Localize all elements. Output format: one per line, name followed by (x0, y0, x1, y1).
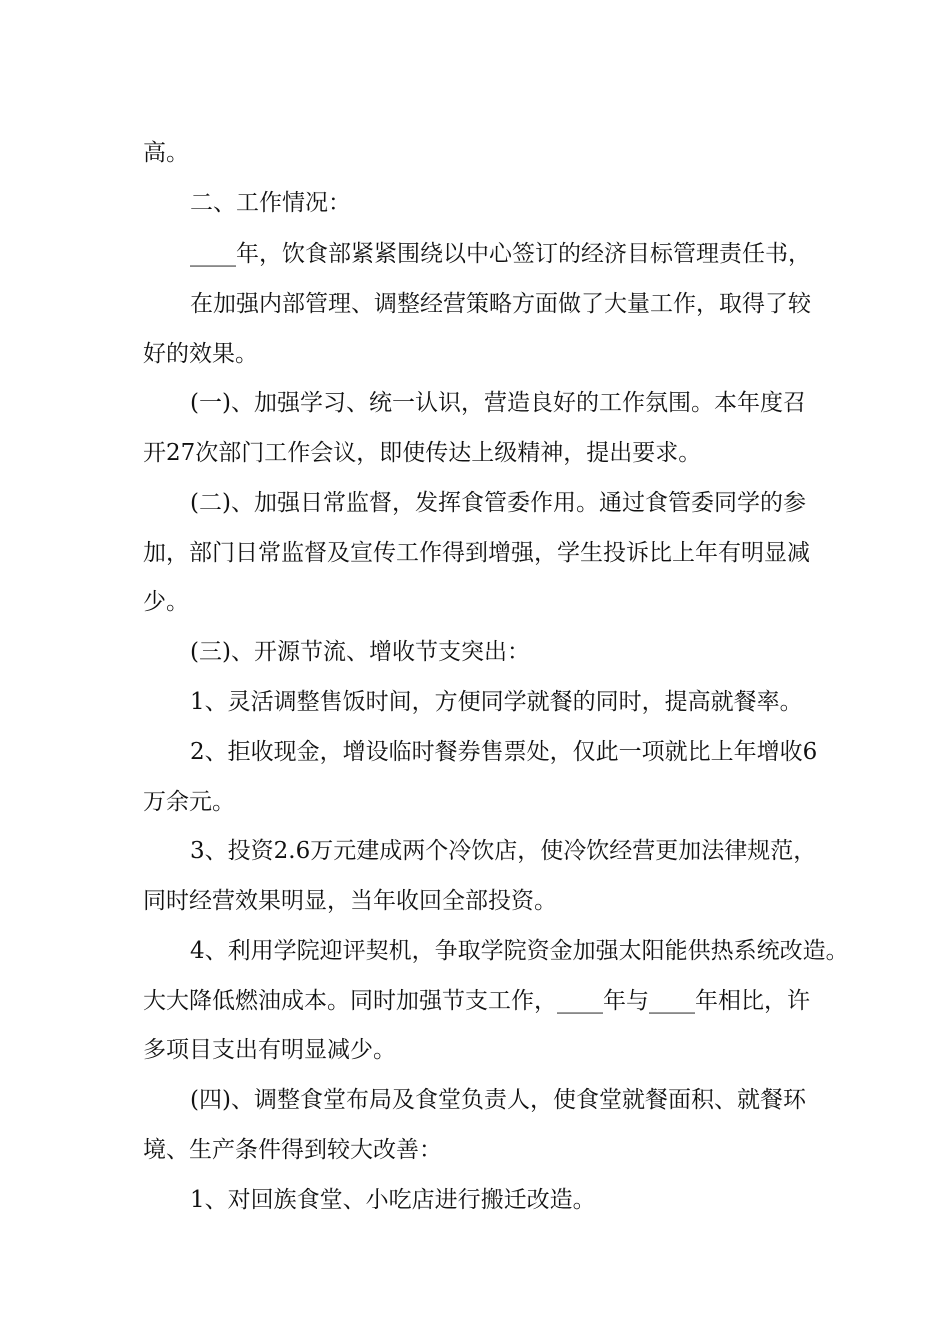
list-item: 3、投资2.6万元建成两个冷饮店，使冷饮经营更加法律规范， (190, 838, 817, 864)
subsection-heading: (三)、开源节流、增收节支突出： (190, 639, 530, 665)
text-line: 同时经营效果明显，当年收回全部投资。 (143, 888, 557, 914)
text-line: 少。 (143, 589, 189, 615)
list-item: 4、利用学院迎评契机，争取学院资金加强太阳能供热系统改造。 (190, 938, 849, 964)
text-line: 好的效果。 (143, 341, 258, 367)
text-line: 大大降低燃油成本。同时加强节支工作，____年与____年相比，许 (143, 988, 810, 1014)
list-item: 2、拒收现金，增设临时餐券售票处，仅此一项就比上年增收6 (190, 739, 818, 765)
text-line: 万余元。 (143, 789, 235, 815)
list-item: 1、对回族食堂、小吃店进行搬迁改造。 (190, 1187, 596, 1213)
text-line: 加，部门日常监督及宣传工作得到增强，学生投诉比上年有明显减 (143, 540, 810, 566)
section-heading: 二、工作情况： (190, 190, 351, 216)
subsection-heading: (一)、加强学习、统一认识，营造良好的工作氛围。本年度召 (190, 390, 806, 416)
list-item: 1、灵活调整售饭时间，方便同学就餐的同时，提高就餐率。 (190, 689, 803, 715)
subsection-heading: (二)、加强日常监督，发挥食管委作用。通过食管委同学的参 (190, 490, 806, 516)
text-line: 开27次部门工作会议，即使传达上级精神，提出要求。 (143, 440, 702, 466)
subsection-heading: (四)、调整食堂布局及食堂负责人，使食堂就餐面积、就餐环 (190, 1087, 806, 1113)
text-line: 在加强内部管理、调整经营策略方面做了大量工作，取得了较 (190, 291, 811, 317)
text-line: 境、生产条件得到较大改善： (143, 1137, 442, 1163)
text-line: 高。 (143, 140, 189, 166)
text-line: ____年，饮食部紧紧围绕以中心签订的经济目标管理责任书， (190, 241, 811, 267)
text-line: 多项目支出有明显减少。 (143, 1037, 396, 1063)
